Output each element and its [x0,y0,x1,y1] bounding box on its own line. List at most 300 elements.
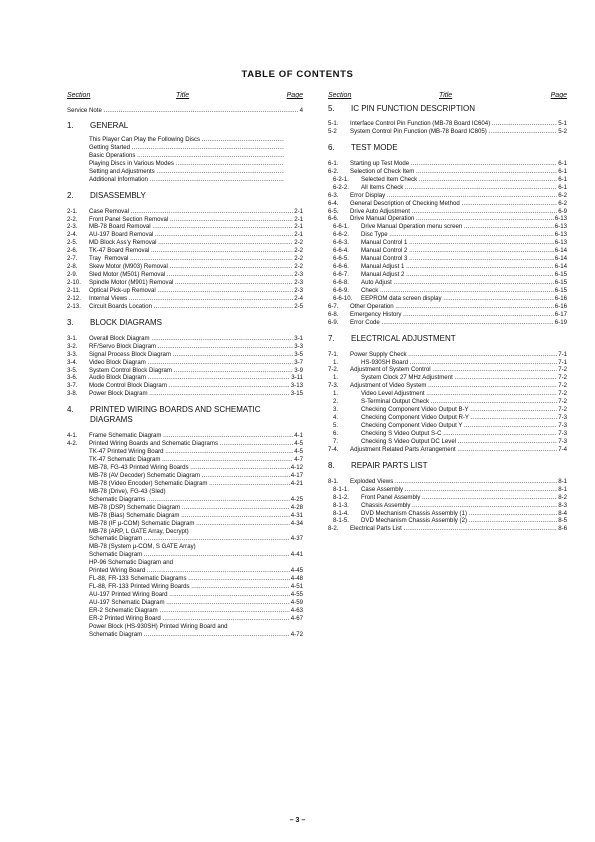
dot-leader [147,496,290,504]
toc-entry [67,623,303,631]
entry-page: 6-14 [554,263,567,271]
dot-leader [157,287,293,295]
entry-title: AU-197 Board Removal [89,231,156,239]
entry-title: System Clock 27 MHz Adjustment [361,374,455,382]
toc-entry [328,351,567,359]
entry-page: 6-13 [554,223,567,231]
entry-page: 4 [299,107,303,114]
toc-entry [67,168,285,176]
entry-number [67,176,89,184]
dot-leader [389,231,553,239]
toc-entry [67,351,303,359]
toc-entry [67,559,303,567]
toc-entry [67,448,303,456]
column-header [328,92,567,103]
dot-leader [454,374,557,382]
entry-number: 4-1. [67,432,78,440]
entry-title: System Control Pin Function (MB-78 Board IC805) [350,127,489,135]
entry-title: Drive Auto Adjustment [350,207,412,215]
toc-entry [328,422,567,430]
dot-leader [387,192,557,200]
section-number: 4. [67,405,74,415]
entry-number: 2-3. [67,223,78,231]
entry-page: 4-17 [290,471,303,479]
entry-page: 7-3 [558,414,567,422]
entry-page: 2-5 [294,302,303,310]
entry-number: 6. [333,429,339,437]
dot-leader [165,448,293,456]
entry-page: 7-3 [558,429,567,437]
entry-page: 3-11 [291,374,303,382]
entry-number: 6-2-2. [333,183,349,191]
toc-entry [328,287,567,295]
dot-leader [228,623,302,631]
entry-page: 2-2 [294,263,303,271]
dot-leader [416,168,557,176]
toc-entry [328,215,567,223]
entry-page: 7-3 [558,437,567,445]
entry-number: 5-1. [328,120,339,127]
entry-page: 4-55 [290,591,303,598]
entry-title: Other Operation [350,302,396,310]
dot-leader [152,223,293,231]
entry-title: Exploded Views [350,477,395,485]
entry-title: Setting and Adjustments [89,167,157,175]
toc-entry [328,263,567,271]
toc-entry [67,216,303,224]
toc-entry [328,510,567,518]
toc-entry [67,504,303,512]
toc-entry [67,528,303,536]
entry-page: 7-2 [558,366,567,374]
page-title: TABLE OF CONTENTS [241,69,354,80]
entry-page: 3-3 [294,342,303,350]
header-title: Title [439,92,453,99]
dot-leader [380,287,554,295]
dot-leader [492,120,557,128]
entry-title: Signal Process Block Diagram [89,350,173,358]
toc-entry [67,496,303,504]
entry-title: Case Removal [89,207,131,215]
dot-leader [144,535,290,543]
section-heading [328,143,567,153]
entry-page: 4-25 [290,495,303,503]
section-number: 8. [328,460,335,470]
entry-page [284,136,285,144]
entry-number [67,623,89,631]
entry-page: 2-3 [294,271,303,279]
entry-page: 4-67 [290,614,303,622]
toc-entry [67,231,303,239]
entry-title: Playing Discs in Various Modes [89,159,176,167]
entry-number: 7-1. [328,350,339,358]
entry-title: HS-930SH Board [361,358,410,366]
toc-entry [67,615,303,623]
entry-number: 1. [333,390,339,398]
toc-entry [67,432,303,440]
entry-page: 2-1 [294,223,303,231]
entry-title: HP-96 Schematic Diagram and [89,559,173,567]
entry-number [67,456,89,464]
entry-page: 6-15 [554,286,567,294]
entry-title: Electrical Parts List [350,525,404,533]
entry-title: MB-78 (IF µ-COM) Schematic Diagram [89,519,197,527]
section-heading [67,121,303,131]
dot-leader [129,295,293,303]
entry-number [67,551,89,559]
entry-number: 7-4. [328,445,339,453]
section-heading [67,318,303,328]
entry-title: Auto Adjust [361,278,394,286]
toc-entry [67,472,303,480]
dot-leader [188,575,290,583]
toc-entry [67,607,303,615]
entry-number: 2-8. [67,263,78,271]
entry-title: Checking S Video Output DC Level [361,437,458,445]
entry-title: AU-197 Schematic Diagram [89,598,167,606]
dot-leader [163,432,293,440]
dot-leader [131,208,294,216]
toc-entry [67,107,303,115]
entry-page [302,623,303,631]
dot-leader [405,184,557,192]
toc-entry [328,382,567,390]
dot-leader [158,343,293,351]
dot-leader [464,422,557,430]
entry-number: 7-3. [328,382,339,390]
dot-leader [158,239,293,247]
entry-title: MB-78, FG-43 Printed Wiring Boards [89,464,191,471]
entry-number [67,480,89,488]
dot-leader [191,583,290,591]
entry-number: 6-6-10. [333,294,353,302]
toc-entry [67,239,303,247]
entry-title: Checking Component Video Output R-Y [361,414,471,422]
dot-leader [167,271,293,279]
dot-leader [411,160,557,168]
entry-number: 3-8. [67,390,78,398]
entry-title: Frame Schematic Diagram [89,432,164,440]
entry-title: Printed Wiring Board [89,567,147,575]
entry-title: S-Terminal Output Check [361,398,431,406]
entry-page [284,168,285,176]
entry-title: Drive Manual Operation [350,215,417,223]
entry-page: 6-2 [558,191,567,199]
dot-leader [422,494,557,502]
entry-number [67,607,89,615]
entry-page: 6-16 [554,294,567,302]
entry-page: 4-48 [290,575,303,583]
dot-leader [406,271,554,279]
toc-entry [67,440,303,448]
entry-title: Power Block Diagram [89,390,150,398]
entry-number: 8-1-3. [333,501,349,509]
entry-number: 4. [333,414,339,422]
entry-page: 6-16 [554,302,567,310]
entry-title: DVD Mechanism Chassis Assembly (1) [361,509,469,517]
section-title: GENERAL [90,120,129,130]
entry-number: 2-11. [67,286,81,294]
entry-title: ER-2 Printed Wiring Board [89,614,163,622]
entry-page: 7-2 [558,406,567,414]
entry-number: 8-1-4. [333,509,349,517]
dot-leader [132,144,284,152]
entry-page: 4-37 [290,535,303,543]
dot-leader [443,295,553,303]
section-heading [67,191,303,201]
entry-title: Overall Block Diagram [89,334,152,342]
dot-leader [173,351,294,359]
toc-entry [67,255,303,263]
entry-title: Manual Control 2 [361,247,410,255]
dot-leader [469,510,558,518]
entry-title: MB-78 (Bias) Schematic Diagram [89,511,182,519]
entry-number: 3-7. [67,382,78,390]
entry-page: 4-12 [290,464,303,471]
entry-page: 4-63 [290,606,303,614]
entry-number [67,168,89,176]
toc-entry [67,374,303,382]
header-page: Page [550,92,567,99]
entry-page [302,543,303,551]
toc-entry [328,359,567,367]
entry-title: FL-88, FR-133 Schematic Diagrams [89,575,189,583]
dot-leader [175,279,293,287]
entry-title: Interface Control Pin Function (MB-78 Board IC604) [350,120,492,127]
section-number: 2. [67,190,74,200]
toc-entry [328,494,567,502]
toc-entry [328,160,567,168]
toc-entry [67,575,303,583]
entry-number: 2-7. [67,255,78,263]
section-heading [328,104,567,114]
entry-page: 2-4 [294,294,303,302]
entry-title: Audio Block Diagram [89,374,148,382]
toc-entry [328,517,567,525]
entry-number: 7-2. [328,366,339,374]
entry-title: Schematic Diagrams [89,495,147,503]
entry-page: 8-2 [558,493,567,501]
entry-page: 6-1 [558,183,567,191]
entry-number: 6-6-1. [333,223,349,231]
dot-leader [150,176,284,184]
entry-title: AU-197 Printed Wiring Board [89,591,170,598]
section-number: 5. [328,104,335,113]
entry-page [284,144,285,152]
entry-number: 6-6-7. [333,271,349,278]
toc-left-column [67,92,303,639]
entry-title: MB-78 (Video Encoder) Schematic Diagram [89,479,210,487]
header-page: Page [286,92,303,99]
dot-leader [173,559,302,567]
entry-number [67,528,89,536]
toc-entry [67,271,303,279]
dot-leader [196,543,302,551]
entry-title: Video Block Diagram [89,358,148,366]
toc-entry [328,128,567,136]
entry-page: 6-2 [558,199,567,207]
entry-title: Schematic Diagram [89,630,144,638]
toc-entry [328,311,567,319]
entry-title: Check [361,286,380,294]
toc-entry [67,359,303,367]
section-number: 3. [67,317,74,327]
entry-title: Schematic Diagram [89,535,144,543]
dot-leader [190,464,290,472]
entry-title: Video Level Adjustment [361,390,427,398]
toc-entry [328,406,567,414]
entry-number: 6-6-5. [333,255,349,263]
section-title: BLOCK DIAGRAMS [90,317,163,327]
dot-leader [130,255,293,263]
entry-page: 4-51 [290,583,303,591]
entry-title: RF/Servo Block Diagram [89,342,158,350]
dot-leader [464,223,554,231]
section-title: ELECTRICAL ADJUSTMENT [351,333,456,343]
entry-title: Adjustment of Video System [350,382,429,390]
entry-title: Additional Information [89,175,150,183]
entry-page: 8-1 [558,485,567,493]
entry-number: 8-1. [328,477,339,485]
entry-number: 8-1-2. [333,493,349,501]
header-title: Title [176,92,190,99]
entry-page: 6-1 [558,159,567,167]
entry-title: Service Note [67,107,104,114]
toc-entry [328,486,567,494]
dot-leader [154,303,293,311]
entry-title: Manual Adjust 1 [361,263,407,271]
entry-title: Chassis Assembly [361,501,413,509]
entry-title: MB-78 (ARP, L GATE Array, Decrypt) [89,527,189,535]
entry-number: 6-9. [328,318,339,326]
entry-page: 6-1 [558,175,567,183]
entry-title: Spindle Motor (M901) Removal [89,279,176,286]
toc-entry [328,502,567,510]
toc-entry [67,390,303,398]
toc-entry [328,438,567,446]
entry-number [67,160,89,168]
section-number: 6. [328,142,335,152]
entry-number: 6-5. [328,207,339,215]
entry-page: 2-1 [294,207,303,215]
entry-title: General Description of Checking Method [350,199,462,207]
entry-number: 2-12. [67,294,81,302]
entry-title: Internal Views [89,294,129,302]
entry-number: 5-2 [328,127,337,135]
section-heading [328,334,567,344]
entry-page: 6-17 [554,310,567,318]
entry-title: Mode Control Block Diagram [89,382,169,390]
dot-leader [403,311,554,319]
toc-entry [328,200,567,208]
toc-entry [67,512,303,520]
toc-entry [67,382,303,390]
dot-leader [408,351,557,359]
toc-entry [67,599,303,607]
dot-leader [431,398,557,406]
dot-leader [189,528,302,536]
toc-entry [328,208,567,216]
entry-page: 7-2 [558,382,567,390]
entry-title: Front Panel Section Removal [89,215,170,223]
toc-entry [328,430,567,438]
header-section: Section [328,92,352,99]
dot-leader [176,160,284,168]
entry-number: 7. [333,437,339,445]
entry-title: Disc Type [361,231,390,239]
dot-leader [170,263,294,271]
entry-page: 6-15 [554,271,567,278]
section-number: 7. [328,333,335,343]
dot-leader [428,382,557,390]
dot-leader [426,390,557,398]
entry-number [67,488,89,496]
dot-leader [137,152,284,160]
toc-entry [67,488,303,496]
entry-page: 7-4 [558,445,567,453]
section-title: REPAIR PARTS LIST [351,460,428,470]
toc-entry [67,551,303,559]
toc-entry [328,366,567,374]
entry-page: 4-45 [290,567,303,575]
entry-page [302,559,303,567]
dot-leader [151,335,293,343]
entry-page: 4-21 [290,479,303,487]
entry-page: 4-5 [294,448,303,456]
toc-entry [67,287,303,295]
entry-number: 3-4. [67,358,78,366]
entry-number [67,559,89,567]
entry-number [67,591,89,599]
entry-number: 2. [333,398,339,406]
entry-title: Getting Started [89,143,132,151]
entry-title: MB-78 (Drive), FG-43 (Sled) [89,487,166,495]
entry-title: Skew Motor (M903) Removal [89,263,170,271]
entry-number: 6-1. [328,159,339,167]
dot-leader [470,406,557,414]
toc-entry [67,176,285,184]
entry-title: TK-47 Board Removal [89,247,151,255]
toc-entry [67,295,303,303]
toc-entry [67,152,285,160]
entry-page: 2-3 [294,279,303,286]
entry-title: ER-2 Schematic Diagram [89,606,160,614]
dot-leader [144,551,290,559]
entry-page: 3-1 [294,334,303,342]
entry-title: FL-88, FR-133 Printed Wiring Boards [89,583,192,591]
entry-page: 6-13 [554,231,567,239]
dot-leader [489,128,558,136]
entry-number [67,144,89,152]
entry-page: 4-41 [290,551,303,559]
entry-page: 3-9 [294,366,303,374]
dot-leader [410,359,557,367]
section-heading [67,405,303,425]
entry-title: MB-78 Board Removal [89,223,153,231]
entry-title: Printed Wiring Boards and Schematic Diagrams [89,440,220,448]
section-title: TEST MODE [351,142,398,152]
entry-title: MB-78 (System µ-COM, S GATE Array) [89,543,196,551]
dot-leader [170,216,293,224]
toc-entry [67,535,303,543]
entry-title: This Player Can Play the Following Discs [89,135,202,143]
dot-leader [394,279,554,287]
toc-entry [67,279,303,287]
entry-title: Checking S Video Output S-C [361,429,444,437]
entry-number: 3-2. [67,342,78,350]
entry-number [67,567,89,575]
toc-entry [67,367,303,375]
